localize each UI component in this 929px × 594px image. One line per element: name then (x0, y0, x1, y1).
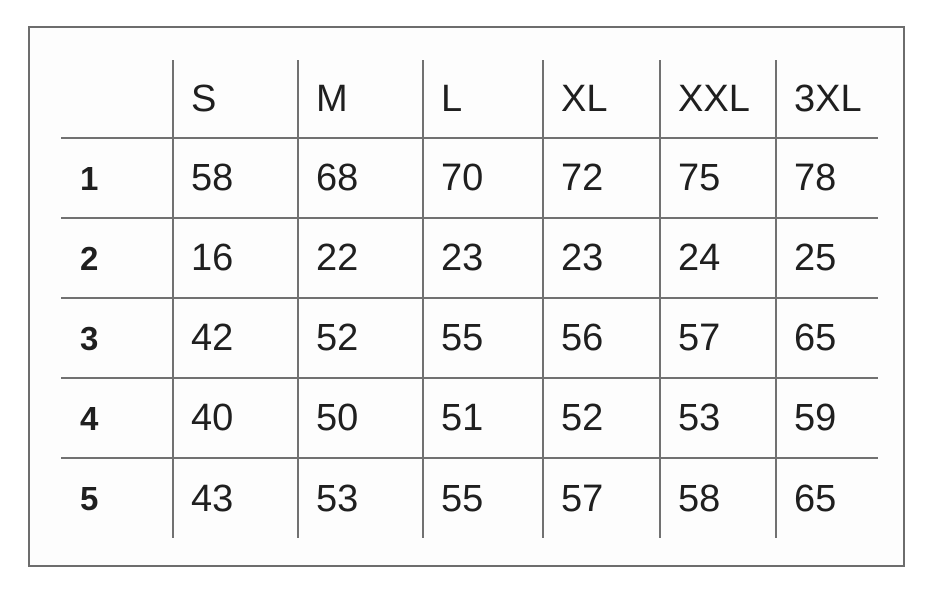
size-value-cell: 52 (543, 378, 660, 458)
size-value-cell: 43 (173, 458, 298, 538)
size-value-cell: 23 (543, 218, 660, 298)
col-header-3xl: 3XL (776, 60, 878, 138)
size-value-cell: 42 (173, 298, 298, 378)
col-header-m: M (298, 60, 423, 138)
size-value-cell: 72 (543, 138, 660, 218)
size-value-cell: 65 (776, 298, 878, 378)
col-header-xxl: XXL (660, 60, 776, 138)
row-number-label: 5 (61, 458, 173, 538)
table-row-1 (61, 138, 878, 218)
size-value-cell: 24 (660, 218, 776, 298)
size-value-cell: 58 (173, 138, 298, 218)
size-chart-frame (28, 26, 905, 567)
size-value-cell: 65 (776, 458, 878, 538)
size-value-cell: 25 (776, 218, 878, 298)
size-value-cell: 57 (543, 458, 660, 538)
header-row (61, 60, 878, 138)
size-value-cell: 68 (298, 138, 423, 218)
table-row-5 (61, 458, 878, 538)
corner-cell (61, 60, 173, 138)
size-value-cell: 55 (423, 298, 543, 378)
size-value-cell: 16 (173, 218, 298, 298)
size-value-cell: 40 (173, 378, 298, 458)
size-value-cell: 50 (298, 378, 423, 458)
size-value-cell: 53 (660, 378, 776, 458)
size-value-cell: 56 (543, 298, 660, 378)
col-header-l: L (423, 60, 543, 138)
size-value-cell: 51 (423, 378, 543, 458)
size-value-cell: 70 (423, 138, 543, 218)
size-value-cell: 53 (298, 458, 423, 538)
row-number-label: 4 (61, 378, 173, 458)
table-row-2 (61, 218, 878, 298)
row-number-label: 2 (61, 218, 173, 298)
size-value-cell: 58 (660, 458, 776, 538)
size-value-cell: 55 (423, 458, 543, 538)
table-row-3 (61, 298, 878, 378)
size-value-cell: 22 (298, 218, 423, 298)
size-value-cell: 59 (776, 378, 878, 458)
size-value-cell: 75 (660, 138, 776, 218)
row-number-label: 3 (61, 298, 173, 378)
table-row-4 (61, 378, 878, 458)
size-value-cell: 78 (776, 138, 878, 218)
size-value-cell: 57 (660, 298, 776, 378)
col-header-xl: XL (543, 60, 660, 138)
row-number-label: 1 (61, 138, 173, 218)
size-value-cell: 23 (423, 218, 543, 298)
size-chart-table (61, 60, 878, 538)
size-value-cell: 52 (298, 298, 423, 378)
col-header-s: S (173, 60, 298, 138)
